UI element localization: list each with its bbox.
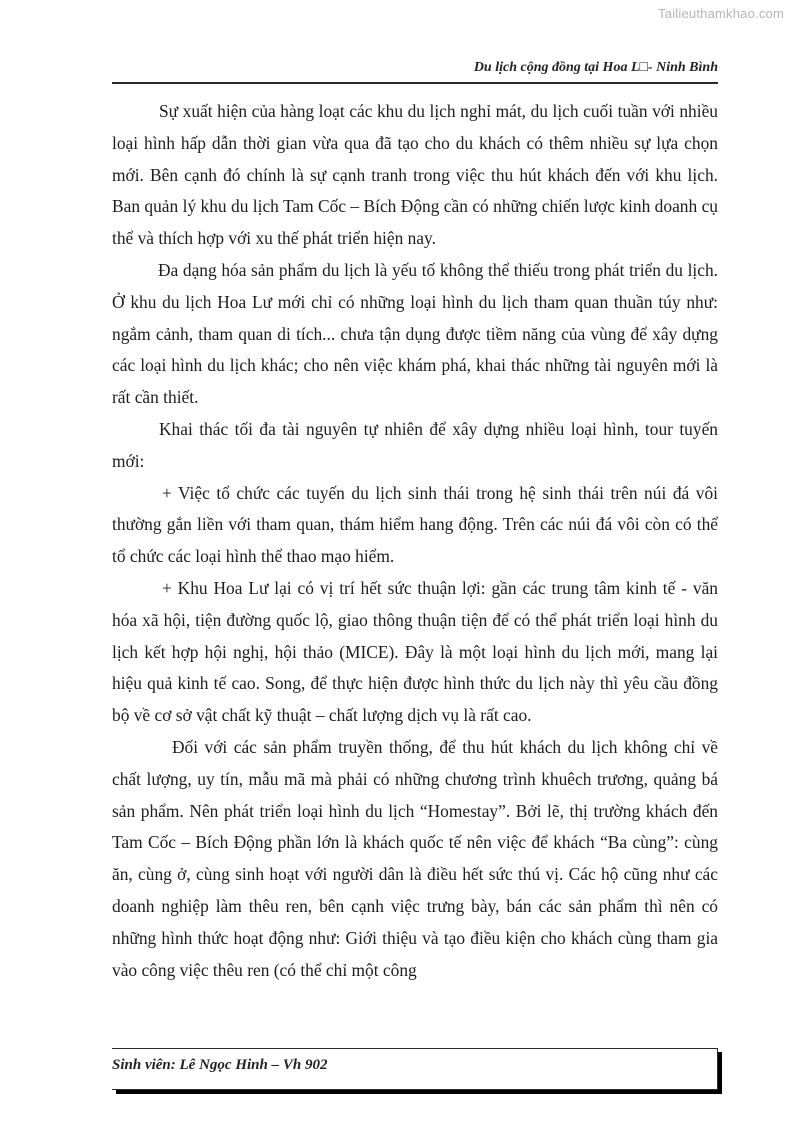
body-text xyxy=(112,96,718,986)
footer-text: Sinh viên: Lê Ngọc Hinh – Vh 902 xyxy=(112,1057,328,1073)
watermark: Tailieuthamkhao.com xyxy=(658,6,784,21)
paragraph: Sự xuất hiện của hàng loạt các khu du lịch nghỉ mát, du lịch cuối tuần với nhiều loại hình hấp dẫn thời gian vừa qua đã tạo cho du khách có thêm nhiều sự lựa chọn mới. Bên cạnh đó chính là sự cạnh tranh trong việc thu hút khách đến với khu lịch. Ban quản lý khu du lịch Tam Cốc – Bích Động cần có những chiến lược kinh doanh cụ thể và thích hợp với xu thế phát triển hiện nay. xyxy=(112,101,718,249)
header-title: Du lịch cộng đồng tại Hoa L□- Ninh Bình xyxy=(473,60,718,75)
bullet-paragraph: + Việc tổ chức các tuyến du lịch sinh thái trong hệ sinh thái trên núi đá vôi thường gắn liền với tham quan, thám hiểm hang động. Trên các núi đá vôi còn có thể tổ chức các loại hình thể thao mạo hiểm. xyxy=(112,482,718,567)
page-footer xyxy=(112,1048,718,1090)
paragraph: Đa dạng hóa sản phẩm du lịch là yếu tố không thể thiếu trong phát triển du lịch. Ở khu du lịch Hoa Lư mới chỉ có những loại hình du lịch tham quan thuần túy như: ngắm cảnh, tham quan di tích... chưa tận dụng được tiềm năng của vùng để xây dựng các loại hình du lịch khác; cho nên việc khám phá, khai thác những tài nguyên mới là rất cần thiết. xyxy=(112,259,718,408)
bullet-paragraph: + Khu Hoa Lư lại có vị trí hết sức thuận lợi: gần các trung tâm kinh tế - văn hóa xã hội, tiện đường quốc lộ, giao thông thuận tiện để có thể phát triển loại hình du lịch kết hợp hội nghị, hội thảo (MICE). Đây là một loại hình du lịch mới, mang lại hiệu quả kinh tế cao. Song, để thực hiện được hình thức du lịch này thì yêu cầu đồng bộ về cơ sở vật chất kỹ thuật – chất lượng dịch vụ là rất cao. xyxy=(112,577,718,726)
page-frame xyxy=(112,48,718,1088)
paragraph: Khai thác tối đa tài nguyên tự nhiên để xây dựng nhiều loại hình, tour tuyến mới: xyxy=(112,418,718,471)
paragraph: Đối với các sản phẩm truyền thống, để thu hút khách du lịch không chỉ về chất lượng, uy tín, mẫu mã mà phải có những chương trình khuêch trương, quảng bá sản phẩm. Nên phát triển loại hình du lịch “Homestay”. Bởi lẽ, thị trường khách đến Tam Cốc – Bích Động phần lớn là khách quốc tế nên việc để khách “Ba cùng”: cùng ăn, cùng ở, cùng sinh hoạt với người dân là điều hết sức thú vị. Các hộ cũng như các doanh nghiệp làm thêu ren, bên cạnh việc trưng bày, bán các sản phẩm thì nên có những hình thức hoạt động như: Giới thiệu và tạo điều kiện cho khách cùng tham gia vào công việc thêu ren (có thể chỉ một công xyxy=(112,736,718,980)
page-header xyxy=(112,48,718,84)
